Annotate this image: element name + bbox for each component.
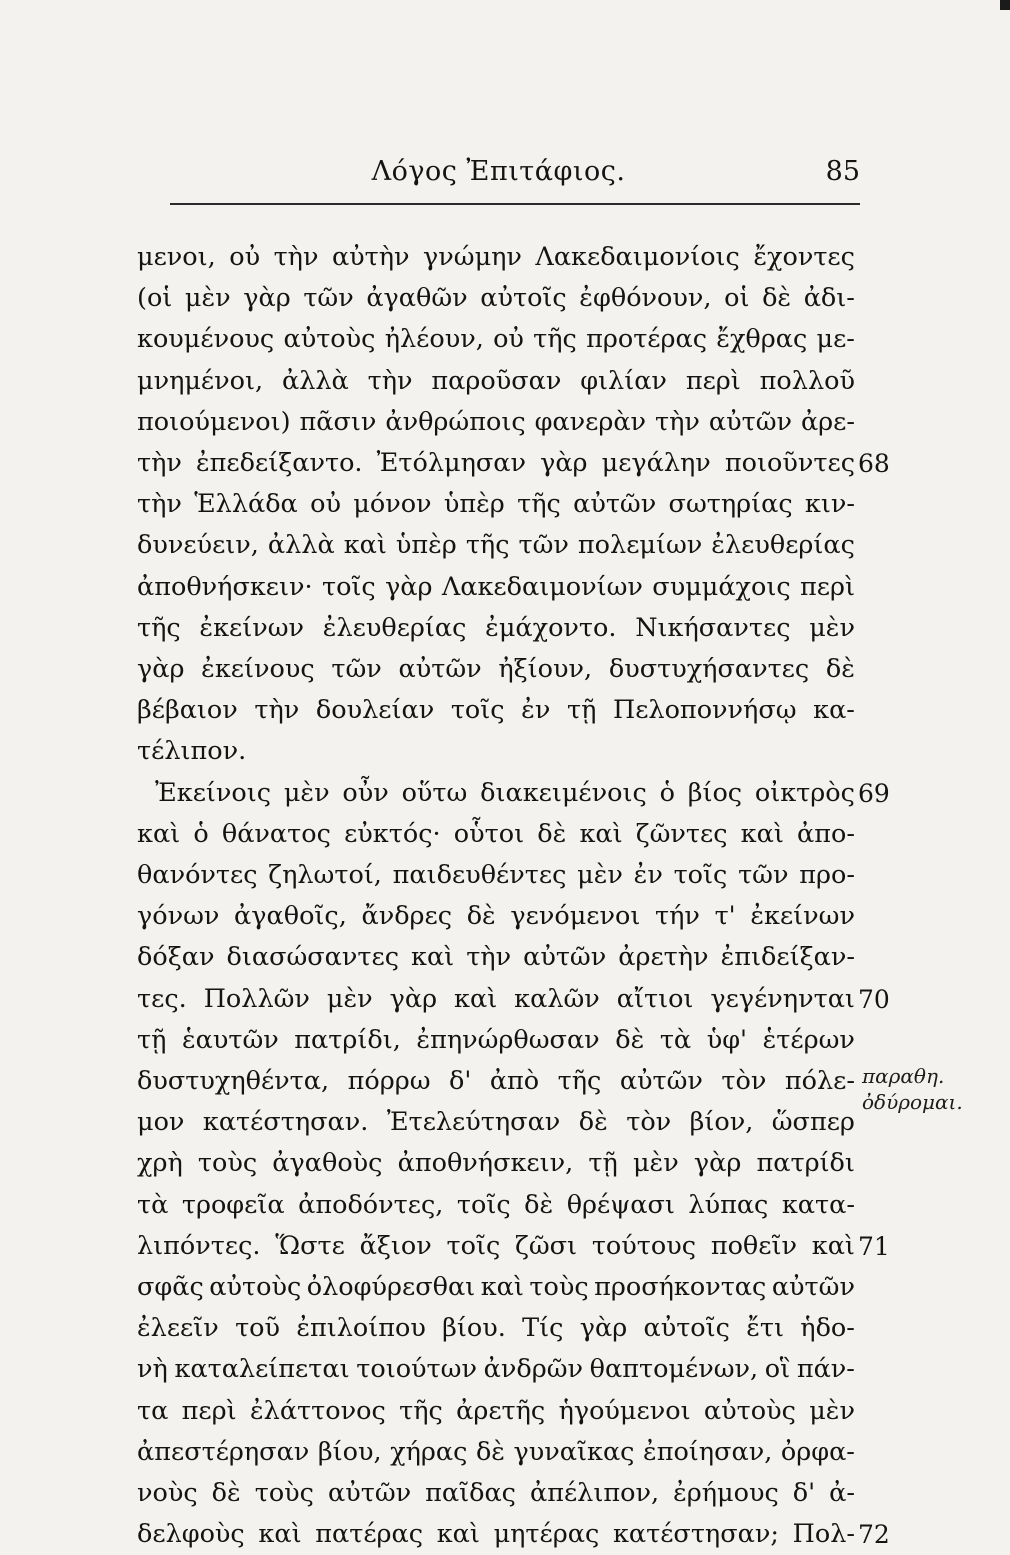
word: οὐ <box>493 324 524 355</box>
word: τοῖς <box>456 1189 511 1220</box>
word: αὐτοὺς <box>283 324 376 355</box>
word: περὶ <box>181 1395 237 1426</box>
word: δυστυχήσαντες <box>608 654 810 684</box>
word: καταλείπεται <box>174 1354 350 1385</box>
word: δὲ <box>524 1189 554 1220</box>
word: καὶ <box>411 942 455 973</box>
word: χρὴ <box>137 1148 183 1179</box>
word: δὲ <box>578 1107 608 1138</box>
word: καὶ <box>811 1230 855 1261</box>
word: τῆς <box>465 530 510 561</box>
word: αὐτῶν <box>523 942 607 973</box>
word: δὲ <box>466 901 496 932</box>
text-line <box>137 937 855 978</box>
word: ζηλωτοί, <box>268 860 382 890</box>
word: ἐπεδείξαντο. <box>195 448 363 478</box>
word: κα- <box>813 695 855 726</box>
word: ἐποίησαν, <box>643 1436 773 1467</box>
word: προτέρας <box>586 324 708 355</box>
word: ἡγούμενοι <box>558 1395 691 1426</box>
word: τοῦ <box>235 1313 281 1344</box>
word: ἀρετῆς <box>456 1395 546 1426</box>
word: ὀρφα- <box>780 1436 855 1467</box>
word: γὰρ <box>243 283 291 314</box>
word: τροφεῖα <box>181 1189 285 1220</box>
word: κουμένους <box>137 324 275 355</box>
text-line <box>137 1473 855 1514</box>
word: ἐν <box>633 860 663 890</box>
word: Πολ- <box>792 1519 855 1550</box>
word: δὲ <box>475 1436 505 1467</box>
word: ἀπὸ <box>489 1066 540 1096</box>
text-line <box>137 484 855 525</box>
word: νὴ <box>137 1354 168 1385</box>
word: ἄξιον <box>359 1230 432 1261</box>
word: γὰρ <box>389 983 438 1014</box>
word: τα <box>137 1395 169 1426</box>
word: Ὥστε <box>275 1230 345 1261</box>
text-line <box>137 1432 855 1473</box>
text-line <box>137 649 855 690</box>
word: καὶ <box>137 818 181 849</box>
word: μὲν <box>283 777 330 808</box>
word: αὐτῶν <box>573 489 657 520</box>
word: τῇ <box>566 695 597 726</box>
word: ὁ <box>193 818 209 849</box>
text-line <box>137 361 855 402</box>
word: οἳ <box>764 1354 791 1385</box>
word: ἀπο- <box>797 818 855 849</box>
word: ἐν <box>521 695 551 726</box>
word: Λακεδαιμονίοις <box>535 242 740 272</box>
text-line <box>137 731 855 772</box>
word: ζῶντες <box>635 818 728 849</box>
word: αὐτὴν <box>331 242 410 272</box>
text-line <box>137 1391 855 1432</box>
word: βίου. <box>442 1313 506 1344</box>
word: δελφοὺς <box>137 1519 245 1550</box>
word: γὰρ <box>137 654 185 684</box>
word: μνημένοι, <box>137 365 264 396</box>
word: μητέρας <box>493 1519 600 1550</box>
word: ἐκείνων <box>750 901 855 932</box>
word: βέβαιον <box>137 695 238 726</box>
text-line <box>137 979 855 1020</box>
word: αὐτῶν <box>708 406 792 437</box>
word: μὲν <box>326 983 373 1014</box>
word: αὐτοὺς <box>703 1395 796 1426</box>
word: πατέρας <box>315 1519 424 1550</box>
word: οἰκτρὸς <box>754 777 855 808</box>
word: ἀνδρῶν <box>483 1354 583 1385</box>
word: μενοι, <box>137 242 216 272</box>
word: τὰ <box>137 1189 169 1220</box>
word: καὶ <box>258 1519 302 1550</box>
word: τὴν <box>466 942 512 973</box>
word: τοῖς <box>673 860 728 890</box>
word: γεγένηνται <box>710 983 855 1014</box>
word: τὴν <box>137 489 182 520</box>
word: ὑπὲρ <box>443 489 505 520</box>
word: τὴν <box>137 448 182 478</box>
word: ἀρετὴν <box>618 942 709 973</box>
word: Ἐκείνοις <box>155 777 272 808</box>
word: ἠξίουν, <box>498 654 593 684</box>
word: τῆς <box>137 612 181 643</box>
word: πάν- <box>796 1354 855 1385</box>
word: ὁ <box>659 777 675 808</box>
word: δὲ <box>762 283 792 314</box>
section-number: 70 <box>858 984 890 1014</box>
word: ἐφθόνουν, <box>579 283 712 314</box>
word: βίος <box>687 777 743 808</box>
word: πόλε- <box>784 1066 855 1096</box>
word: με- <box>816 324 855 355</box>
section-number: 69 <box>858 778 890 808</box>
word: λύπας <box>688 1189 769 1220</box>
word: παροῦσαν <box>431 365 562 396</box>
word: κατέστησαν; <box>612 1519 779 1550</box>
word: γυναῖκας <box>513 1436 635 1467</box>
word: τῶν <box>518 530 569 561</box>
text-line <box>137 1143 855 1184</box>
word: Νικήσαντες <box>635 612 791 643</box>
word: πατρίδι <box>756 1148 855 1179</box>
word: ἡδο- <box>800 1313 855 1344</box>
word: αὐτοῖς <box>643 1313 730 1344</box>
word: ἀνθρώποις <box>385 406 526 437</box>
word: φανερὰν <box>534 406 647 437</box>
word: οὖν <box>342 777 389 808</box>
word: τὴν <box>367 365 413 396</box>
word: τῆς <box>557 1066 602 1096</box>
word: δυστυχηθέντα, <box>137 1066 330 1096</box>
word: ζῶσι <box>515 1230 578 1261</box>
word: πολλοῦ <box>759 365 855 396</box>
word: αὐτοῖς <box>480 283 567 314</box>
word: θρέψασι <box>566 1189 675 1220</box>
word: ἐκείνων <box>199 612 305 643</box>
word: ἀ- <box>829 1478 855 1508</box>
word: ἐρήμους <box>673 1478 779 1508</box>
word: ἐκείνους <box>201 654 315 684</box>
text-line <box>137 608 855 649</box>
word: συμμάχοις <box>652 571 791 602</box>
text-line <box>137 402 855 443</box>
page-number: 85 <box>825 156 860 187</box>
word: τῶν <box>303 283 354 314</box>
word: Πελοποννήσῳ <box>612 695 797 726</box>
word: τήν <box>655 901 700 932</box>
word: γὰρ <box>693 1148 742 1179</box>
word: γνώμην <box>423 242 522 272</box>
word: Πολλῶν <box>203 983 310 1014</box>
word: ἐπηνώρθωσαν <box>416 1024 600 1055</box>
word: τὴν <box>254 695 300 726</box>
word: γόνων <box>137 901 220 932</box>
word: δὲ <box>211 1478 241 1508</box>
word: αὐτῶν <box>327 1478 412 1508</box>
word: θάνατος <box>221 818 331 849</box>
word: μὲν <box>577 860 623 890</box>
word: χήρας <box>390 1436 468 1467</box>
word: ἀγαθοῖς, <box>234 901 347 932</box>
word: τοὺς <box>197 1148 258 1179</box>
word: αὐτῶν <box>771 1272 855 1302</box>
word: ἔχθρας <box>716 324 808 355</box>
word: ἠλέουν, <box>384 324 484 355</box>
word: τ' <box>714 901 736 932</box>
text-line <box>137 1308 855 1349</box>
word: Τίς <box>522 1313 564 1344</box>
word: ἐμάχοντο. <box>485 612 617 643</box>
word: μὲν <box>809 612 855 643</box>
word: ἔχοντες <box>753 242 855 272</box>
word: καὶ <box>454 983 498 1014</box>
word: τῆς <box>517 489 561 520</box>
word: αὐτῶν <box>398 654 482 684</box>
word: καὶ <box>343 530 387 561</box>
word: αἴτιοι <box>616 983 694 1014</box>
word: προ- <box>799 860 855 890</box>
text-line <box>137 690 855 731</box>
word: τοῖς <box>450 695 505 726</box>
text-line <box>137 1102 855 1143</box>
section-number: 68 <box>858 449 890 478</box>
text-line <box>137 1061 855 1102</box>
text-line <box>137 278 855 319</box>
word: τοῖς <box>321 571 376 602</box>
word: ἐπιδείξαν- <box>720 942 855 973</box>
word: δὲ <box>615 1024 645 1055</box>
word: ἐλευθερίας <box>711 530 855 561</box>
word: ἐλευθερίας <box>322 612 467 643</box>
handwritten-margin-note: παραθη. <box>862 1064 945 1088</box>
word: μὲν <box>184 283 231 314</box>
scan-edge-mark <box>1000 0 1010 10</box>
word: σφᾶς <box>137 1272 204 1302</box>
text-line <box>137 567 855 608</box>
word: θαπτομένων, <box>589 1354 759 1385</box>
word: περὶ <box>799 571 855 602</box>
word: οὕτω <box>401 777 468 808</box>
word: καὶ <box>740 818 784 849</box>
word: μεγάλην <box>601 448 711 478</box>
word: εὐκτός· <box>344 818 441 849</box>
word: ἑαυτῶν <box>181 1024 279 1055</box>
word: ἐλεεῖν <box>137 1313 219 1344</box>
handwritten-margin-note: ὀδύρομαι. <box>862 1090 963 1114</box>
word: τέλιπον. <box>137 736 247 767</box>
word: τοῖς <box>446 1230 501 1261</box>
section-number: 71 <box>858 1231 890 1261</box>
word: ἀποδόντες, <box>298 1189 444 1220</box>
word: οὐ <box>310 489 341 520</box>
word: ποθεῖν <box>710 1230 797 1261</box>
word: Λακεδαιμονίων <box>441 571 643 602</box>
word: δόξαν <box>137 942 215 973</box>
word: ἀγαθῶν <box>366 283 468 314</box>
text-line <box>155 773 855 814</box>
word: ἐπιλοίπου <box>296 1313 426 1344</box>
word: γὰρ <box>385 571 433 602</box>
word: ὥσπερ <box>771 1107 855 1138</box>
word: ἄνδρες <box>361 901 453 932</box>
word: ἀποθνήσκειν· <box>137 571 313 602</box>
word: Ἑλλάδα <box>194 489 298 520</box>
word: δὲ <box>825 654 855 684</box>
word: αὐτῶν <box>619 1066 703 1096</box>
text-line <box>137 855 855 896</box>
word: τούτους <box>591 1230 697 1261</box>
word: τὸν <box>721 1066 767 1096</box>
word: περὶ <box>685 365 741 396</box>
text-line <box>137 319 855 360</box>
word: τὸν <box>626 1107 672 1138</box>
text-line <box>137 1226 855 1267</box>
word: ἀγαθοὺς <box>272 1148 383 1179</box>
word: οἱ <box>724 283 750 314</box>
word: ἀπέλιπον, <box>529 1478 660 1508</box>
word: ἀρε- <box>800 406 855 437</box>
word: ποιούμενοι) <box>137 406 291 437</box>
running-title: Λόγος Ἐπιτάφιος. <box>371 156 626 187</box>
word: ὀλοφύρεσθαι <box>306 1272 476 1302</box>
word: καὶ <box>436 1519 480 1550</box>
text-line <box>137 525 855 566</box>
word: ὑπὲρ <box>395 530 457 561</box>
word: οὗτοι <box>453 818 525 849</box>
word: δ' <box>448 1066 472 1096</box>
word: ἀδι- <box>803 283 855 314</box>
word: πατρίδι, <box>294 1024 401 1055</box>
page-header <box>137 156 860 196</box>
word: φιλίαν <box>580 365 667 396</box>
word: (οἱ <box>137 283 173 314</box>
word: ποιοῦντες <box>724 448 855 478</box>
word: ἀλλὰ <box>281 365 349 396</box>
word: οὐ <box>229 242 261 272</box>
word: διακειμένοις <box>480 777 647 808</box>
word: τοὺς <box>529 1272 589 1302</box>
text-line <box>137 1020 855 1061</box>
word: ἀπεστέρησαν <box>137 1436 310 1467</box>
word: νοὺς <box>137 1478 198 1508</box>
word: αὐτοὺς <box>209 1272 302 1302</box>
word: πᾶσιν <box>299 406 377 437</box>
word: σωτηρίας <box>668 489 793 520</box>
word: γὰρ <box>540 448 588 478</box>
text-line <box>137 1185 855 1226</box>
word: τὴν <box>655 406 700 437</box>
text-line <box>137 1267 855 1308</box>
word: πολεμίων <box>577 530 703 561</box>
section-number: 72 <box>858 1520 890 1550</box>
word: μὲν <box>809 1395 855 1426</box>
word: τῇ <box>588 1148 618 1179</box>
text-line <box>137 896 855 937</box>
word: ἀλλὰ <box>267 530 335 561</box>
text-line <box>137 443 855 484</box>
word: Ἐτόλμησαν <box>376 448 526 478</box>
word: καὶ <box>480 1272 524 1302</box>
word: γενόμενοι <box>510 901 641 932</box>
word: μόνον <box>353 489 432 520</box>
word: ἐλάττονος <box>249 1395 386 1426</box>
word: ἀποθνήσκειν, <box>397 1148 574 1179</box>
word: τοιούτων <box>356 1354 477 1385</box>
word: κατέστησαν. <box>202 1107 369 1138</box>
text-line <box>137 237 855 278</box>
text-line <box>137 814 855 855</box>
word: τὴν <box>273 242 319 272</box>
word: καὶ <box>579 818 623 849</box>
word: παιδευθέντες <box>392 860 567 890</box>
word: μον <box>137 1107 185 1138</box>
word: ὑφ' <box>706 1024 748 1055</box>
word: θανόντες <box>137 860 258 890</box>
word: τῆς <box>399 1395 443 1426</box>
word: βίου, <box>317 1436 382 1467</box>
word: ἑτέρων <box>762 1024 855 1055</box>
word: τῶν <box>331 654 382 684</box>
text-line <box>137 1349 855 1390</box>
word: παῖδας <box>425 1478 516 1508</box>
word: τῶν <box>738 860 789 890</box>
word: τοὺς <box>254 1478 314 1508</box>
word: διασώσαντες <box>226 942 399 973</box>
word: λιπόντες. <box>137 1230 261 1261</box>
word: πόρρω <box>347 1066 431 1096</box>
word: δὲ <box>537 818 567 849</box>
word: τες. <box>137 983 187 1014</box>
word: τῇ <box>137 1024 167 1055</box>
word: προσήκοντας <box>594 1272 767 1302</box>
header-rule <box>170 203 860 205</box>
word: ἔτι <box>746 1313 785 1344</box>
word: δ' <box>792 1478 816 1508</box>
word: δυνεύειν, <box>137 530 259 561</box>
word: καλῶν <box>514 983 600 1014</box>
word: δουλείαν <box>315 695 435 726</box>
word: κιν- <box>804 489 855 520</box>
word: γὰρ <box>579 1313 628 1344</box>
word: τῆς <box>533 324 577 355</box>
word: κατα- <box>781 1189 855 1220</box>
text-line <box>137 1514 855 1555</box>
word: τὰ <box>659 1024 692 1055</box>
word: βίον, <box>689 1107 754 1138</box>
word: μὲν <box>632 1148 679 1179</box>
word: Ἐτελεύτησαν <box>386 1107 561 1138</box>
